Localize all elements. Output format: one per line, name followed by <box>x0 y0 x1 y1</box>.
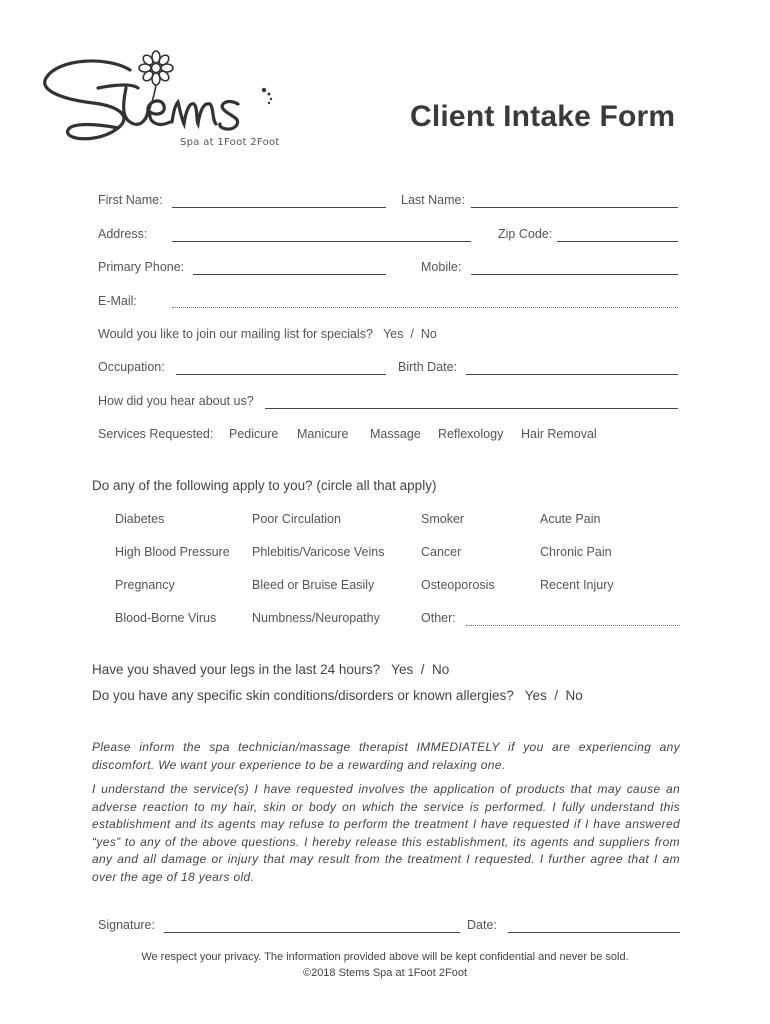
hear-about-label: How did you hear about us? <box>98 394 254 408</box>
condition-item[interactable]: Acute Pain <box>540 512 601 526</box>
signature-field[interactable] <box>164 932 460 933</box>
mailing-list-question: Would you like to join our mailing list for specials? Yes / No <box>98 327 437 341</box>
condition-item[interactable]: Recent Injury <box>540 578 614 592</box>
first-name-field[interactable] <box>172 207 386 208</box>
privacy-note: We respect your privacy. The information provided above will be kept confidential and never be sold. <box>141 951 629 963</box>
last-name-label: Last Name: <box>401 193 465 207</box>
zip-code-label: Zip Code: <box>498 227 553 241</box>
condition-item[interactable]: High Blood Pressure <box>115 545 230 559</box>
condition-item[interactable]: Diabetes <box>115 512 165 526</box>
service-massage[interactable]: Massage <box>370 427 421 441</box>
condition-item[interactable]: Bleed or Bruise Easily <box>252 578 375 592</box>
condition-item[interactable]: Blood-Borne Virus <box>115 611 217 625</box>
skin-question: Do you have any specific skin conditions/disorders or known allergies? Yes / No <box>92 688 583 703</box>
condition-item[interactable]: Poor Circulation <box>252 512 341 526</box>
brand-tagline: Spa at 1Foot 2Foot <box>180 137 280 148</box>
copyright: ©2018 Stems Spa at 1Foot 2Foot <box>302 967 468 979</box>
condition-item[interactable]: Smoker <box>421 512 465 526</box>
service-manicure[interactable]: Manicure <box>297 427 349 441</box>
mobile-field[interactable] <box>471 274 678 275</box>
date-label: Date: <box>467 918 497 932</box>
condition-item[interactable]: Chronic Pain <box>540 545 612 559</box>
first-name-label: First Name: <box>98 193 163 207</box>
address-field[interactable] <box>172 241 471 242</box>
services-label: Services Requested: <box>98 427 214 441</box>
condition-item[interactable]: Phlebitis/Varicose Veins <box>252 545 385 559</box>
condition-item[interactable]: Pregnancy <box>115 578 175 592</box>
page-title: Client Intake Form <box>410 100 676 133</box>
address-label: Address: <box>98 227 148 241</box>
service-hair-removal[interactable]: Hair Removal <box>521 427 597 441</box>
service-reflexology[interactable]: Reflexology <box>438 427 504 441</box>
service-pedicure[interactable]: Pedicure <box>229 427 279 441</box>
mobile-label: Mobile: <box>421 260 462 274</box>
condition-item[interactable]: Cancer <box>421 545 462 559</box>
condition-item[interactable]: Numbness/Neuropathy <box>252 611 380 625</box>
occupation-label: Occupation: <box>98 360 165 374</box>
discomfort-paragraph: Please inform the spa technician/massage therapist IMMEDIATELY if you are experiencing any discomfort. We want your experience to be a rewarding and relaxing one. <box>92 740 680 772</box>
signature-label: Signature: <box>98 918 155 932</box>
primary-phone-label: Primary Phone: <box>98 260 185 274</box>
email-label: E-Mail: <box>98 294 137 308</box>
date-field[interactable] <box>508 932 680 933</box>
last-name-field[interactable] <box>471 207 678 208</box>
conditions-prompt: Do any of the following apply to you? (circle all that apply) <box>92 478 437 493</box>
condition-item[interactable]: Osteoporosis <box>421 578 495 592</box>
condition-other-label: Other: <box>421 611 456 625</box>
zip-code-field[interactable] <box>557 241 678 242</box>
condition-other-field[interactable] <box>466 625 680 626</box>
occupation-field[interactable] <box>176 374 386 375</box>
birth-date-field[interactable] <box>466 374 678 375</box>
primary-phone-field[interactable] <box>193 274 386 275</box>
hear-about-field[interactable] <box>265 408 678 409</box>
shaved-question: Have you shaved your legs in the last 24 hours? Yes / No <box>92 662 450 677</box>
release-paragraph: I understand the service(s) I have requested involves the application of products that may cause an adverse reaction to my hair, skin or body on which the service is performed. I fully understand this establishment and its agents may refuse to perform the treatment I have requested if I have answered “yes” to any of the above questions. I hereby release this establishment, its agents and suppliers from any and all damage or injury that may result from the treatment I requested. I further agree that I am over the age of 18 years old. <box>92 782 680 884</box>
birth-date-label: Birth Date: <box>398 360 458 374</box>
email-field[interactable] <box>172 307 678 308</box>
